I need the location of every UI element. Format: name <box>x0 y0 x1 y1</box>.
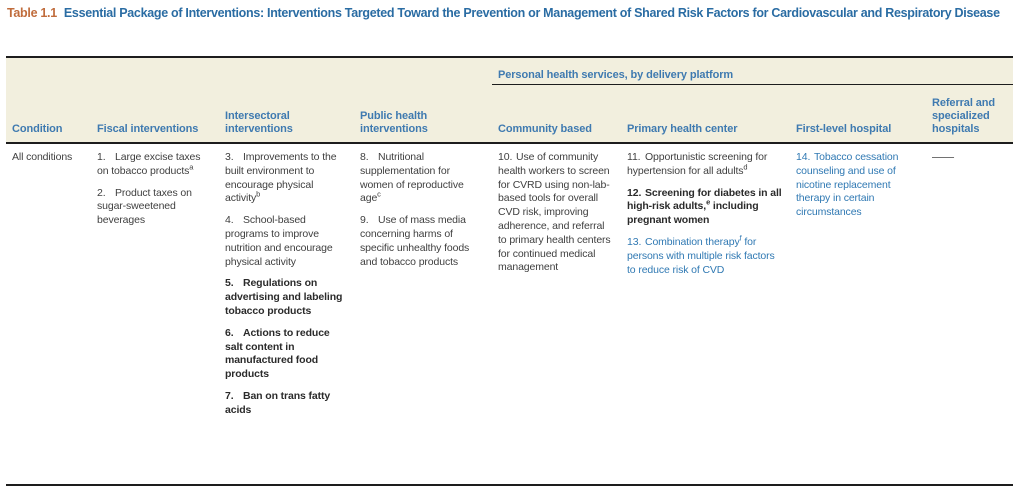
column-header-fiscal: Fiscal interventions <box>97 123 199 135</box>
public-health-cell <box>354 151 492 484</box>
table-body-row <box>6 144 1013 486</box>
list-item: 6. Actions to reduce salt content in manufactured food products <box>225 326 330 381</box>
item-number: 1. <box>97 151 106 163</box>
primary-health-center-cell <box>621 151 790 484</box>
item-number: 9. <box>360 214 369 227</box>
list-item: 2. Product taxes on sugar-sweetened beverages <box>97 186 192 227</box>
column-header-intersectoral: Intersectoral interventions <box>225 110 293 135</box>
list-item: 12. Screening for diabetes in all high-risk adults,$^e$ including pregnant women <box>627 186 782 227</box>
item-number: 4. <box>225 214 234 227</box>
item-number: 6. <box>225 326 234 339</box>
column-header-community: Community based <box>498 123 592 135</box>
column-header-public-health: Public health interventions <box>360 110 428 135</box>
list-item: 5. Regulations on advertising and labeling tobacco products <box>225 277 343 317</box>
interventions-table <box>6 56 1013 486</box>
footnote-marker: e <box>706 197 711 207</box>
column-header-condition: Condition <box>12 123 63 135</box>
list-item: 7. Ban on trans fatty acids <box>225 389 331 416</box>
list-item: 14. Tobacco cessation counseling and use of nicotine replacement therapy in certain circumstances <box>796 151 899 219</box>
em-dash: — <box>932 151 954 163</box>
item-number: 14. <box>796 151 811 163</box>
intersectoral-cell <box>219 151 354 484</box>
list-item: 11. Opportunistic screening for hypertension for all adults$^d$ <box>627 151 768 177</box>
list-item: 1. Large excise taxes on tobacco products$^a$ <box>97 151 201 177</box>
item-number: 2. <box>97 186 106 199</box>
table-number-label: Table 1.1 <box>7 6 57 20</box>
footnote-marker: c <box>377 189 381 199</box>
list-item: 13. Combination therapy$^f$ for persons with multiple risk factors to reduce risk of CVD <box>627 233 775 276</box>
column-header-referral: Referral and specialized hospitals <box>932 97 995 135</box>
table-title <box>7 6 1011 22</box>
first-level-hospital-cell <box>790 151 926 484</box>
item-number: 7. <box>225 389 234 402</box>
footnote-marker: b <box>256 189 261 199</box>
community-cell <box>492 151 621 484</box>
item-number: 10. <box>498 151 513 163</box>
referral-cell <box>926 151 1013 484</box>
table-header <box>6 56 1013 144</box>
condition-cell <box>6 151 91 484</box>
span-header-cell <box>492 58 1013 85</box>
list-item: 10. Use of community health workers to screen for CVRD using non-lab-based tools for overall CVD risk, improving adherence, and referral to primary health centers for continued medical management <box>498 151 611 274</box>
item-number: 3. <box>225 151 234 163</box>
footnote-marker: a <box>189 162 194 172</box>
condition-value: All conditions <box>12 151 73 163</box>
header-columns-row <box>6 85 1013 142</box>
fiscal-cell <box>91 151 219 484</box>
item-number: 11. <box>627 151 641 163</box>
footnote-marker: f <box>739 233 742 243</box>
list-item: 3. Improvements to the built environment to encourage physical activity$^b$ <box>225 151 337 205</box>
list-item: 9. Use of mass media concerning harms of specific unhealthy foods and tobacco products <box>360 214 470 268</box>
span-header-label: Personal health services, by delivery platform <box>498 69 734 81</box>
item-number: 13. <box>627 235 642 248</box>
item-number: 12. <box>627 186 642 199</box>
list-item: 4. School-based programs to improve nutrition and encourage physical activity <box>225 214 333 268</box>
column-header-first-level: First-level hospital <box>796 123 892 135</box>
column-header-primary: Primary health center <box>627 123 738 135</box>
header-span-row <box>6 58 1013 85</box>
item-number: 8. <box>360 151 369 163</box>
table-title-text: Essential Package of Interventions: Interventions Targeted Toward the Prevention or Management of Shared Risk Factors for Cardiovascular and Respiratory Disease <box>63 6 1000 20</box>
list-item: 8. Nutritional supplementation for women of reproductive age$^c$ <box>360 151 464 205</box>
footnote-marker: d <box>743 162 748 172</box>
item-number: 5. <box>225 277 234 290</box>
